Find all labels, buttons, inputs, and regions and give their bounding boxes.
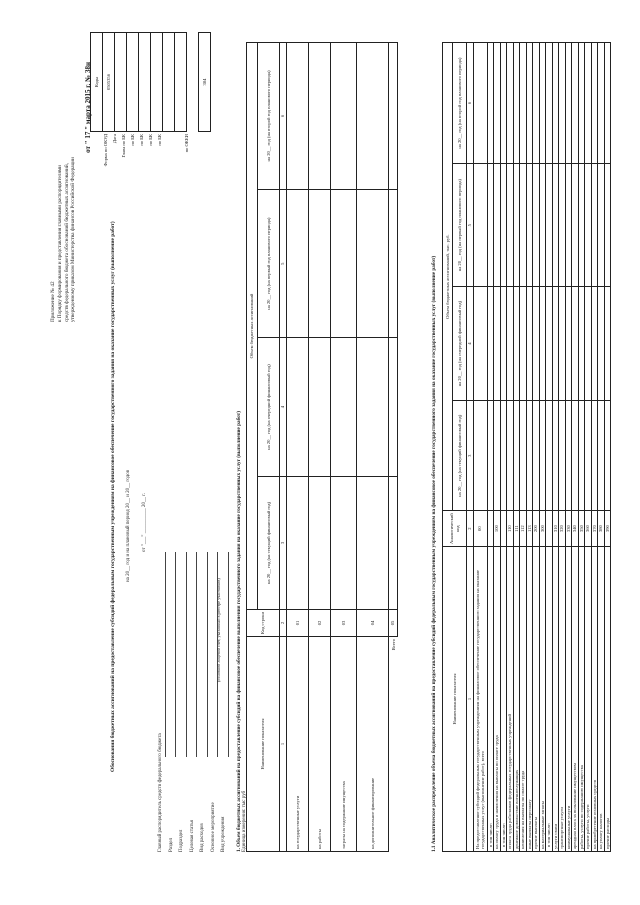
row-code: 112 bbox=[520, 511, 527, 547]
row-name: в том числе: bbox=[500, 547, 507, 852]
date-line: от "___" __________ 20__ г. bbox=[142, 493, 147, 552]
total-code: 05 bbox=[389, 610, 398, 637]
value-cell bbox=[604, 43, 611, 164]
year-header: на 20__ год (на очередной финансовый год) bbox=[258, 338, 280, 476]
group-header: Объем бюджетных ассигнований, тыс. руб. bbox=[443, 43, 453, 511]
row-code: 03 bbox=[331, 610, 357, 637]
table-row bbox=[287, 43, 309, 852]
total-row bbox=[389, 43, 398, 852]
row-name: оплата труда работников федеральных государственных учреждений bbox=[507, 547, 514, 852]
row-code: 390 bbox=[604, 511, 611, 547]
total-label: Всего bbox=[389, 637, 398, 852]
row-code: 340 bbox=[572, 511, 579, 547]
col-num: 2 bbox=[280, 610, 287, 637]
codes-header: Коды bbox=[91, 33, 103, 132]
field-row: Целевая статья bbox=[190, 552, 201, 852]
row-code: 100 bbox=[494, 511, 501, 547]
row-name: на дополнительное финансирование bbox=[357, 637, 389, 852]
code-label: по БК bbox=[139, 134, 144, 146]
row-code: 02 bbox=[309, 610, 331, 637]
col-num: 5 bbox=[467, 164, 474, 287]
row-name: услуги связи bbox=[552, 547, 559, 852]
col-num: 1 bbox=[280, 637, 287, 852]
code-label: по БК bbox=[130, 134, 135, 146]
col-num: 3 bbox=[280, 476, 287, 609]
codes-labels bbox=[101, 134, 191, 194]
year-header: на 20__ год (на первый год планового периода) bbox=[453, 164, 467, 287]
account-note: (основной лицевой счет, указанный в реестре участников) bbox=[216, 578, 221, 682]
section2-rows bbox=[473, 43, 611, 852]
row-code: 380 bbox=[598, 511, 605, 547]
year-header: на 20__ год (на текущий финансовый год) bbox=[453, 401, 467, 511]
row-name: начисления на выплаты по оплате труда bbox=[520, 547, 527, 852]
row-code: 00 bbox=[473, 511, 487, 547]
field-row: Главный распорядитель средств федерального бюджета bbox=[158, 552, 169, 852]
row-name: На предоставление субсидий федеральным государственным учреждениям на финансовое обеспечение государственного задания на оказание государственных услуг (выполнение работ), всего bbox=[473, 547, 487, 852]
col-code-header: Аналитический код bbox=[443, 511, 467, 547]
row-name: на уплату налогов bbox=[598, 547, 605, 852]
field-row: Подраздел bbox=[179, 552, 190, 852]
document-sheet bbox=[40, 22, 610, 882]
value-cell bbox=[473, 164, 487, 287]
form-code: 0505356 bbox=[103, 33, 115, 132]
col-num: 6 bbox=[467, 43, 474, 164]
row-code: 370 bbox=[591, 511, 598, 547]
row-name: на материальные запасы bbox=[539, 547, 546, 852]
field-row: Вид расходов bbox=[200, 552, 211, 852]
year-header: на 20__ год (на очередной финансовый год) bbox=[453, 287, 467, 401]
row-name: работы, услуги по содержанию имущества bbox=[578, 547, 585, 852]
period: на 20__ год и на плановый период 20__ и 20__ годов bbox=[126, 469, 131, 582]
field-row: Единица измерения: тыс руб bbox=[242, 790, 247, 852]
row-name: прочие расходы bbox=[604, 547, 611, 852]
row-name: на оплату труда и начисления на выплаты по оплате труда bbox=[494, 547, 501, 852]
year-header: на 20__ год (на первый год планового периода) bbox=[258, 189, 280, 338]
row-name: прочие работы, услуги bbox=[585, 547, 592, 852]
table-row bbox=[473, 43, 487, 852]
field-row: Раздел bbox=[169, 552, 180, 852]
row-code: 113 bbox=[526, 511, 533, 547]
field-row: Основное мероприятие bbox=[211, 552, 222, 852]
document-title: Обоснования бюджетных ассигнований на предоставление субсидий федеральным государственным учреждениям на финансовое обеспечение государственного задания на оказание государственных услуг (выполнение работ) bbox=[110, 221, 116, 772]
row-name: на государственные услуги bbox=[287, 637, 309, 852]
okei-code: 384 bbox=[199, 33, 211, 132]
row-code: 01 bbox=[287, 610, 309, 637]
row-name: затраты на содержание имущества bbox=[331, 637, 357, 852]
section2-title: 1.1 Аналитическое распределение объема бюджетных ассигнований на предоставление субсидий федеральным государственным учреждениям на финансовое обеспечение государственного задания на оказание государственных услуг (выполнение работ) bbox=[431, 255, 437, 852]
value-cell bbox=[604, 164, 611, 287]
row-code: 200 bbox=[533, 511, 540, 547]
value-cell bbox=[473, 43, 487, 164]
row-name: на работы bbox=[309, 637, 331, 852]
value-cell bbox=[604, 287, 611, 401]
codes-box bbox=[90, 32, 207, 132]
field-row: Вид учреждения bbox=[221, 552, 232, 852]
row-code: 360 bbox=[585, 511, 592, 547]
year-header: на 20__ год (на текущий финансовый год) bbox=[258, 476, 280, 609]
col-num: 6 bbox=[280, 43, 287, 190]
group-header: Объем бюджетных ассигнований bbox=[247, 43, 258, 610]
row-code: 110 bbox=[507, 511, 514, 547]
col-num: 1 bbox=[467, 547, 474, 852]
col-num: 2 bbox=[467, 511, 474, 547]
value-cell bbox=[473, 401, 487, 511]
row-name: денежное довольствие военнослужащих bbox=[513, 547, 520, 852]
note-line: средств федерального бюджета обоснований бюджетных ассигнований, bbox=[63, 163, 70, 322]
row-name: арендная плата за пользование имуществом bbox=[572, 547, 579, 852]
note-line: к Порядку формирования и представления главными распорядителями bbox=[56, 165, 63, 322]
col-num: 5 bbox=[280, 189, 287, 338]
row-code: 350 bbox=[578, 511, 585, 547]
note-line: Приложение № 42 bbox=[50, 281, 56, 322]
row-name: иные выплаты персоналу bbox=[526, 547, 533, 852]
code-label: по БК bbox=[148, 134, 153, 146]
row-name: коммунальные услуги bbox=[565, 547, 572, 852]
col-code-header: Код строки bbox=[247, 610, 280, 637]
row-code: 310 bbox=[552, 511, 559, 547]
row-name: на приобретение основных средств bbox=[591, 547, 598, 852]
code-label: по ОКЕИ bbox=[184, 134, 189, 153]
year-header: на 20__ год (на второй год планового периода) bbox=[258, 43, 280, 190]
col-name-header: Наименование показателя bbox=[247, 637, 280, 852]
table-row bbox=[604, 43, 611, 852]
section1-title: 1. Объем бюджетных ассигнований на предоставление субсидий на финансовое обеспечение выполнения государственного задания на оказание государственных услуг (выполнение работ) bbox=[236, 411, 242, 852]
code-label: Форма по ОКУД bbox=[103, 134, 108, 167]
row-name: прочие выплаты bbox=[533, 547, 540, 852]
year-header: на 20__ год (на второй год планового периода) bbox=[453, 43, 467, 164]
section1-table bbox=[246, 42, 398, 852]
row-code: 330 bbox=[565, 511, 572, 547]
table-row bbox=[357, 43, 389, 852]
row-code: 300 bbox=[539, 511, 546, 547]
value-cell bbox=[473, 287, 487, 401]
row-name: транспортные услуги bbox=[559, 547, 566, 852]
value-cell bbox=[604, 401, 611, 511]
col-name-header: Наименование показателя bbox=[443, 547, 467, 852]
col-num: 4 bbox=[467, 287, 474, 401]
code-label: по БК bbox=[157, 134, 162, 146]
row-code: 111 bbox=[513, 511, 520, 547]
order-date: от " 17 " марта 2015 г. № 38н bbox=[84, 62, 92, 153]
appendix-note bbox=[50, 62, 77, 322]
table-row bbox=[309, 43, 331, 852]
col-num: 4 bbox=[280, 338, 287, 476]
table-row bbox=[331, 43, 357, 852]
col-num: 3 bbox=[467, 401, 474, 511]
section2-table bbox=[442, 42, 611, 852]
row-name: в том числе: bbox=[546, 547, 553, 852]
row-code: 320 bbox=[559, 511, 566, 547]
row-name: в том числе: bbox=[487, 547, 494, 852]
row-code: 04 bbox=[357, 610, 389, 637]
note-line: утвержденному приказом Министерства финансов Российской Федерации bbox=[70, 157, 77, 322]
code-label: Дата bbox=[112, 134, 117, 144]
code-label: Глава по БК bbox=[121, 134, 126, 158]
